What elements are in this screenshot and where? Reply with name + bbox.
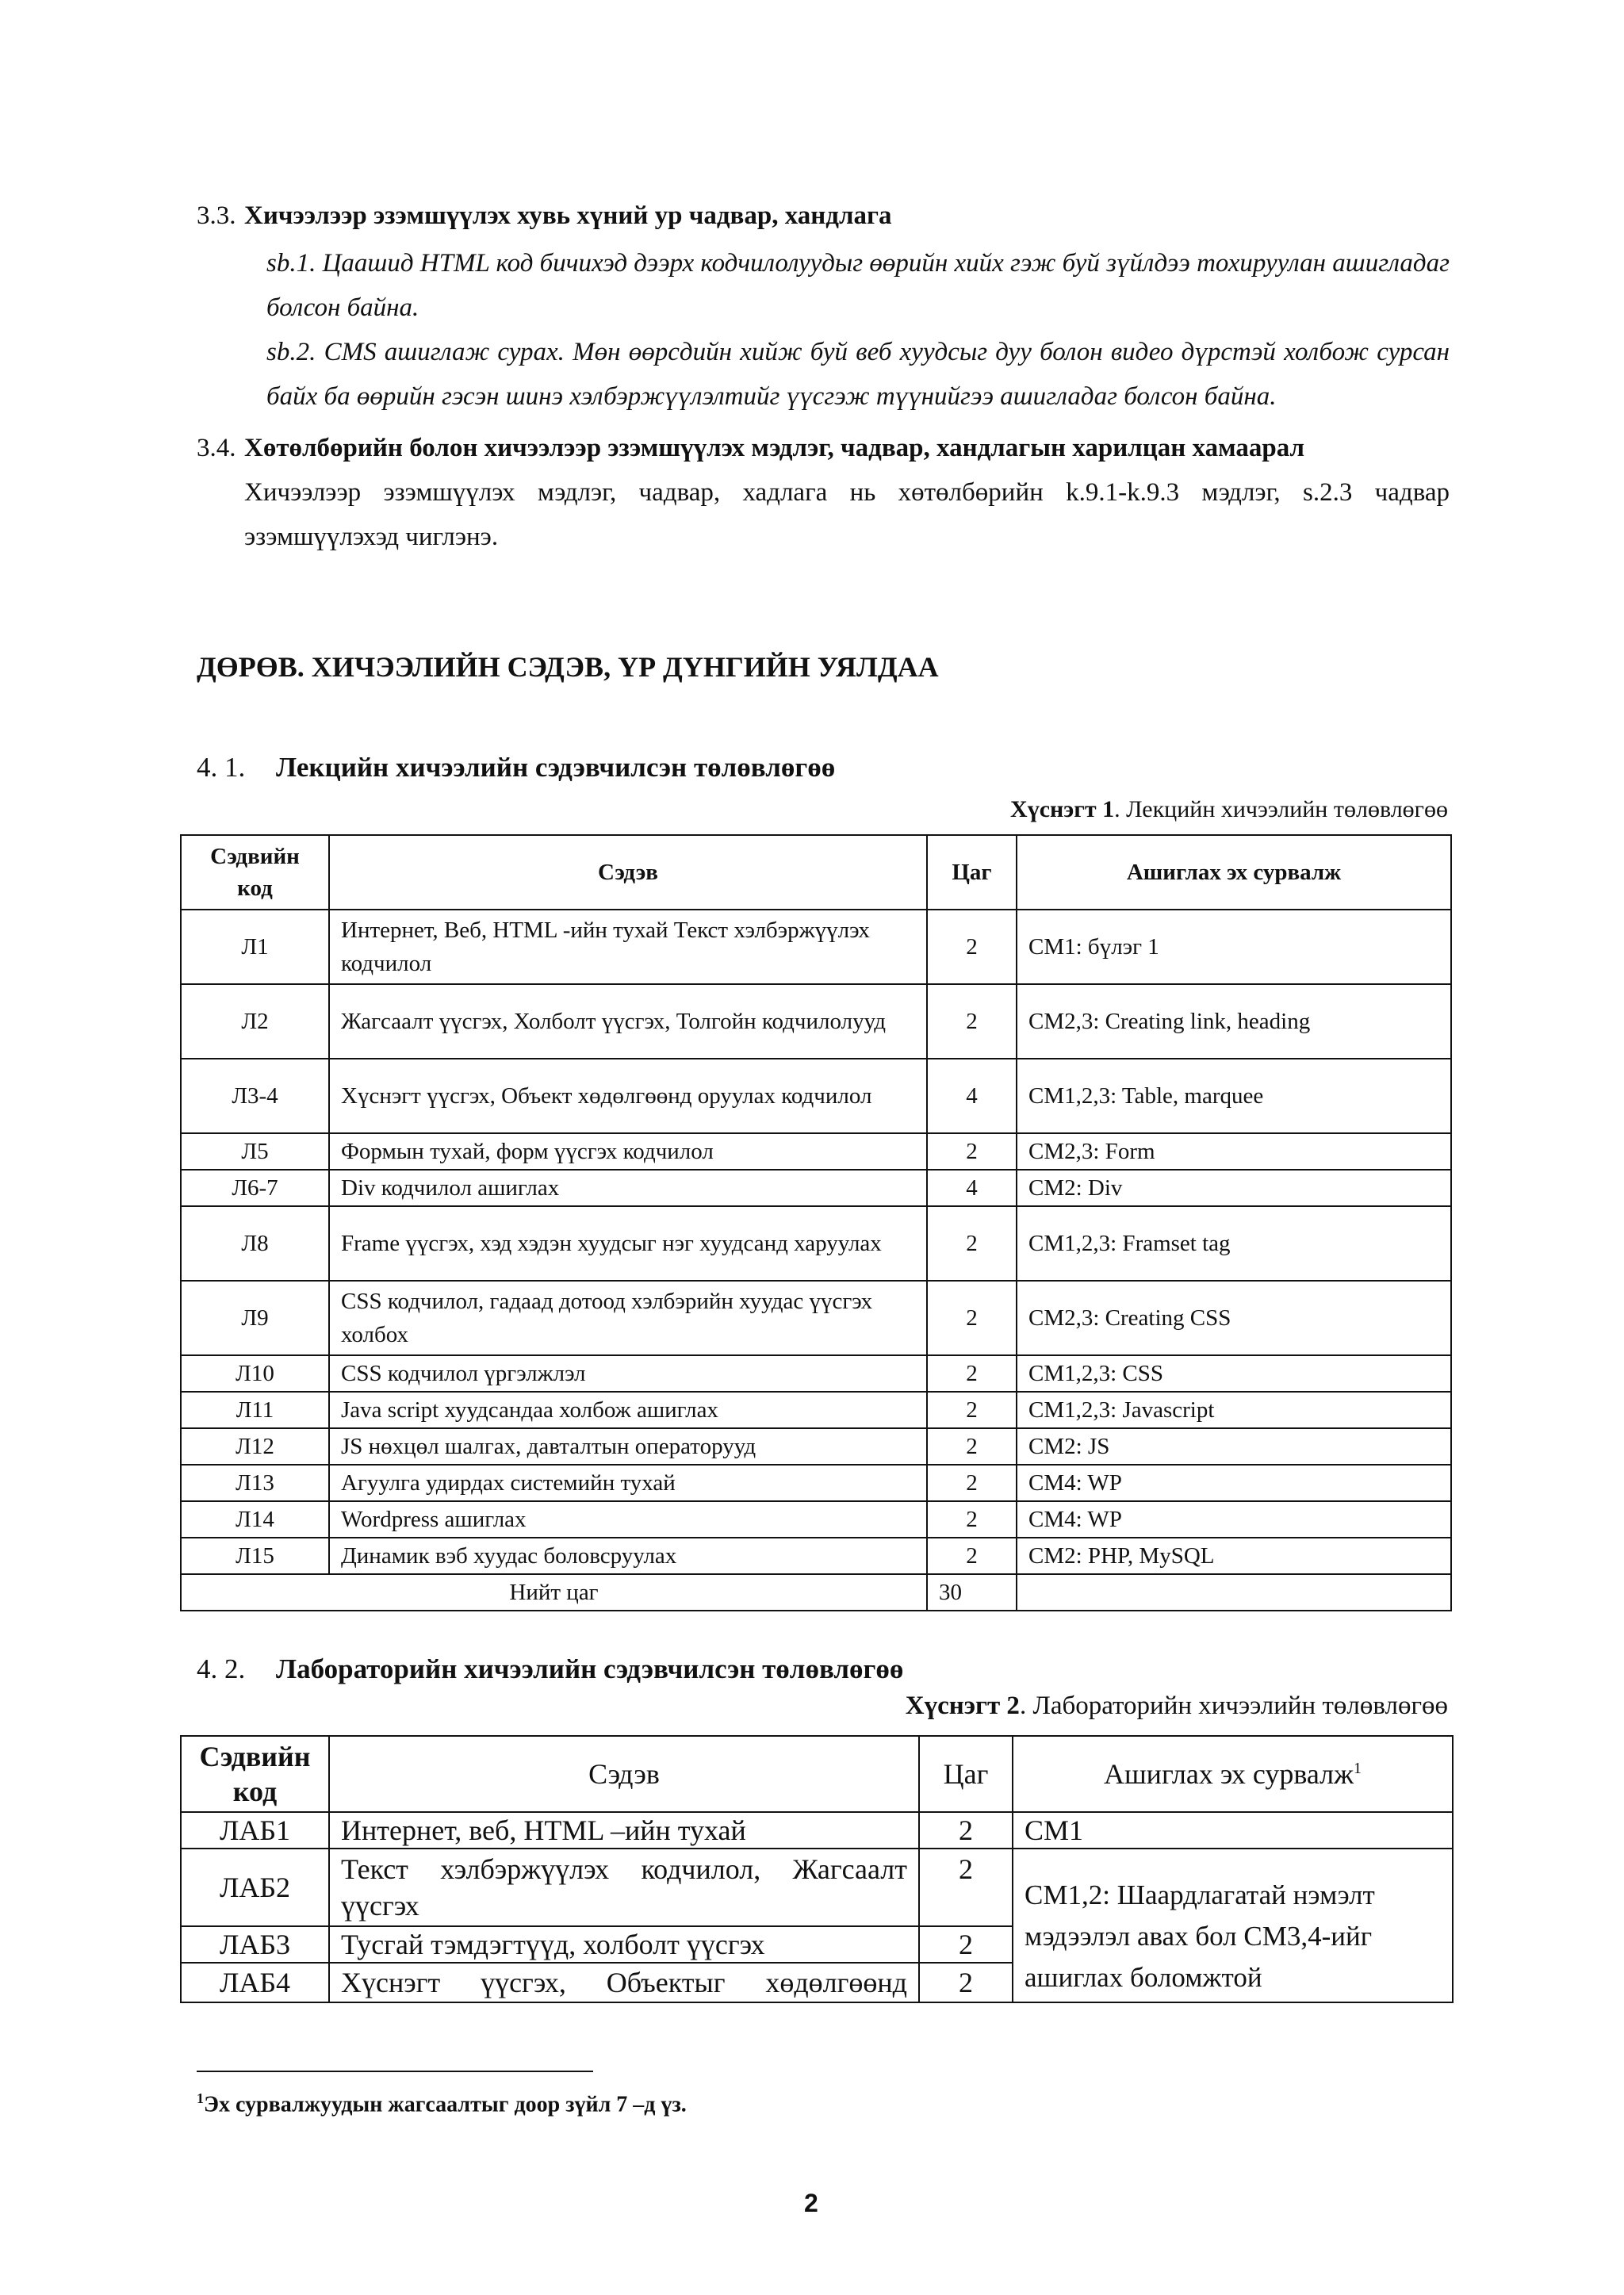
cell-hours: 2 [927,1206,1017,1281]
table-row [181,1428,1451,1465]
table-header-row [181,835,1451,910]
cell-source: CM2,3: Creating CSS [1017,1281,1451,1355]
cell-hours: 2 [927,1538,1017,1574]
cell-code: Л13 [181,1465,329,1501]
table-row [181,1849,1453,1926]
cell-code: Л6-7 [181,1170,329,1206]
cell-source: CM2,3: Creating link, heading [1017,984,1451,1059]
header-code: Сэдвийн код [181,835,329,910]
cell-topic: CSS кодчилол үргэлжлэл [329,1355,927,1392]
subsection-title: Лабораторийн хичээлийн сэдэвчилсэн төлөвлөгөө [276,1653,904,1684]
cell-topic: Агуулга удирдах системийн тухай [329,1465,927,1501]
section-heading: Хичээлээр эзэмшүүлэх хувь хүний ур чадвар, хандлага [244,201,892,230]
cell-topic: Frame үүсгэх, хэд хэдэн хуудсыг нэг хуудсанд харуулах [329,1206,927,1281]
subsection-4-2-heading [197,1653,903,1685]
skill-sb2: sb.2. CMS ашиглаж сурах. Мөн өөрсдийн хийж буй веб хуудсыг дуу болон видео дүрстэй холбож сурсан байх ба өөрийн гэсэн шинэ хэлбэржүүлэлтийг үүсгэж түүнийгээ ашигладаг болсон байна. [266,338,1450,411]
cell-hours: 2 [919,1812,1013,1849]
table-row [181,1355,1451,1392]
caption-text: . Лабораторийн хичээлийн төлөвлөгөө [1019,1692,1448,1720]
cell-code: Л3-4 [181,1059,329,1133]
cell-code: Л5 [181,1133,329,1170]
cell-source: CM1,2,3: CSS [1017,1355,1451,1392]
table-row [181,1133,1451,1170]
cell-source: CM1,2,3: Javascript [1017,1392,1451,1428]
table-total-row [181,1574,1451,1611]
total-source-empty [1017,1574,1451,1611]
cell-code: Л12 [181,1428,329,1465]
cell-code: ЛАБ2 [181,1849,329,1926]
cell-source: CM2: Div [1017,1170,1451,1206]
cell-hours: 2 [927,1465,1017,1501]
cell-code: Л15 [181,1538,329,1574]
cell-code: Л2 [181,984,329,1059]
subsection-number: 4. 2. [197,1653,246,1684]
cell-hours: 2 [927,984,1017,1059]
cell-code: ЛАБ1 [181,1812,329,1849]
cell-topic: Текст хэлбэржүүлэх кодчилол, Жагсаалт үүсгэх [329,1849,919,1926]
total-hours: 30 [927,1574,1017,1611]
footnote-separator [197,2071,593,2072]
skill-sb1: sb.1. Цаашид HTML код бичихэд дээрх кодчилолуудыг өөрийн хийх гэж буй зүйлдээ тохируулан ашигладаг болсон байна. [266,249,1450,322]
header-source: Ашиглах эх сурвалж [1017,835,1451,910]
cell-hours: 2 [927,1501,1017,1538]
cell-topic: CSS кодчилол, гадаад дотоод хэлбэрийн хуудас үүсгэх холбох [329,1281,927,1355]
table-row [181,1281,1451,1355]
table-row [181,1170,1451,1206]
subsection-number: 4. 1. [197,752,246,783]
header-topic: Сэдэв [329,835,927,910]
cell-source: CM1 [1013,1812,1453,1849]
total-label: Нийт цаг [181,1574,927,1611]
cell-source: CM1: бүлэг 1 [1017,910,1451,984]
cell-hours: 2 [927,1133,1017,1170]
section-3-4 [197,426,1450,559]
table-row [181,1059,1451,1133]
cell-hours: 2 [919,1963,1013,2002]
cell-code: Л11 [181,1392,329,1428]
cell-code: ЛАБ4 [181,1963,329,2002]
cell-hours: 2 [919,1849,1013,1926]
section-text: Хичээлээр эзэмшүүлэх мэдлэг, чадвар, хадлага нь хөтөлбөрийн k.9.1-k.9.3 мэдлэг, s.2.3 чадвар эзэмшүүлэхэд чиглэнэ. [244,478,1450,551]
table-row [181,984,1451,1059]
table1-caption [1010,796,1448,823]
cell-topic: Div кодчилол ашиглах [329,1170,927,1206]
cell-source: CM1,2,3: Framset tag [1017,1206,1451,1281]
cell-code: Л10 [181,1355,329,1392]
cell-source: CM4: WP [1017,1501,1451,1538]
header-hours: Цаг [927,835,1017,910]
page-number: 2 [804,2189,818,2217]
cell-code: Л1 [181,910,329,984]
footnote-marker: 1 [197,2090,204,2106]
caption-text: . Лекцийн хичээлийн төлөвлөгөө [1114,796,1448,822]
footnote-marker: 1 [1354,1760,1362,1777]
chapter-heading: ДӨРӨВ. ХИЧЭЭЛИЙН СЭДЭВ, ҮР ДҮНГИЙН УЯЛДАА [197,651,939,683]
section-number: 3.4. [197,434,236,462]
table-row [181,910,1451,984]
table-row [181,1538,1451,1574]
cell-topic: Формын тухай, форм үүсгэх кодчилол [329,1133,927,1170]
cell-topic: Хүснэгт үүсгэх, Объектыг хөдөлгөөнд [329,1963,919,2002]
table-header-row [181,1736,1453,1812]
section-number: 3.3. [197,201,236,230]
lecture-plan-table [180,834,1452,1611]
cell-topic: Динамик вэб хуудас боловсруулах [329,1538,927,1574]
table2-caption [906,1692,1448,1721]
subsection-4-1-heading [197,752,835,784]
cell-topic: Wordpress ашиглах [329,1501,927,1538]
header-source [1013,1736,1453,1812]
caption-label: Хүснэгт 2 [905,1692,1020,1720]
cell-hours: 2 [927,910,1017,984]
lab-plan-table [180,1735,1454,2003]
cell-source-merged: CM1,2: Шаардлагатай нэмэлт мэдээлэл авах бол CM3,4-ийг ашиглах боломжтой [1013,1849,1453,2002]
cell-hours: 2 [919,1926,1013,1963]
cell-hours: 2 [927,1355,1017,1392]
cell-hours: 4 [927,1059,1017,1133]
table-row [181,1501,1451,1538]
cell-hours: 2 [927,1392,1017,1428]
cell-source: CM2,3: Form [1017,1133,1451,1170]
cell-topic: JS нөхцөл шалгах, давталтын операторууд [329,1428,927,1465]
footnote-text: Эх сурвалжуудын жагсаалтыг доор зүйл 7 –д үз. [204,2092,687,2117]
cell-code: Л8 [181,1206,329,1281]
header-hours: Цаг [919,1736,1013,1812]
section-heading: Хөтөлбөрийн болон хичээлээр эзэмшүүлэх мэдлэг, чадвар, хандлагын харилцан хамаарал [244,434,1304,462]
cell-topic: Хүснэгт үүсгэх, Объект хөдөлгөөнд оруулах кодчилол [329,1059,927,1133]
cell-hours: 2 [927,1281,1017,1355]
cell-source: CM4: WP [1017,1465,1451,1501]
table-row [181,1206,1451,1281]
section-3-3 [197,193,1450,419]
subsection-title: Лекцийн хичээлийн сэдэвчилсэн төлөвлөгөө [276,752,836,783]
table-row [181,1392,1451,1428]
caption-label: Хүснэгт 1 [1010,796,1115,822]
header-source-text: Ашиглах эх сурвалж [1103,1758,1354,1790]
header-topic: Сэдэв [329,1736,919,1812]
cell-topic: Java script хуудсандаа холбож ашиглах [329,1392,927,1428]
cell-topic: Интернет, Веб, HTML -ийн тухай Текст хэлбэржүүлэх кодчилол [329,910,927,984]
table-row [181,1465,1451,1501]
cell-topic: Интернет, веб, HTML –ийн тухай [329,1812,919,1849]
cell-source: CM1,2,3: Table, marquee [1017,1059,1451,1133]
cell-hours: 2 [927,1428,1017,1465]
header-code: Сэдвийн код [181,1736,329,1812]
cell-hours: 4 [927,1170,1017,1206]
footnote [197,2090,687,2117]
cell-code: ЛАБ3 [181,1926,329,1963]
cell-source: CM2: PHP, MySQL [1017,1538,1451,1574]
cell-source: CM2: JS [1017,1428,1451,1465]
cell-code: Л14 [181,1501,329,1538]
cell-topic: Жагсаалт үүсгэх, Холболт үүсгэх, Толгойн кодчилолууд [329,984,927,1059]
cell-code: Л9 [181,1281,329,1355]
table-row [181,1812,1453,1849]
cell-topic: Тусгай тэмдэгтүүд, холболт үүсгэх [329,1926,919,1963]
